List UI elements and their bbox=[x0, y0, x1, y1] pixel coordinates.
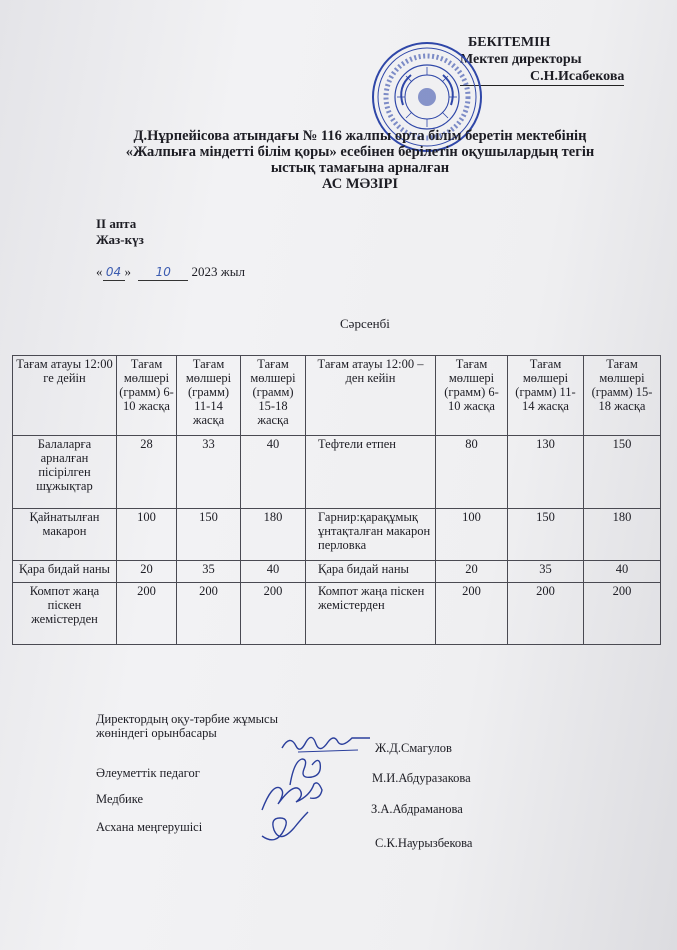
approval-block bbox=[460, 34, 670, 86]
title-line-1: Д.Нұрпейісова атындағы № 116 жалпы орта білім беретін мектебінің bbox=[133, 128, 587, 144]
menu-row bbox=[13, 561, 661, 583]
dish-name-cell: Гарнир:қарақұмық ұнтақталған макарон перловка bbox=[306, 509, 436, 561]
canteen-head-name: С.К.Наурызбекова bbox=[375, 836, 473, 850]
portion-cell: 150 bbox=[584, 436, 661, 509]
portion-cell: 33 bbox=[177, 436, 241, 509]
portion-cell: 35 bbox=[177, 561, 241, 583]
menu-header-cell: Тағам мөлшері (грамм) 11-14 жасқа bbox=[508, 356, 584, 436]
menu-row bbox=[13, 583, 661, 645]
portion-cell: 130 bbox=[508, 436, 584, 509]
portion-cell: 28 bbox=[117, 436, 177, 509]
menu-header-cell: Тағам мөлшері (грамм) 6-10 жасқа bbox=[117, 356, 177, 436]
approval-name: С.Н.Исабекова bbox=[460, 68, 624, 86]
signature-deputy bbox=[278, 730, 374, 758]
canteen-head-title: Асхана меңгерушісі bbox=[96, 820, 203, 834]
dish-name-cell: Компот жаңа піскен жемістерден bbox=[13, 583, 117, 645]
menu-header-cell: Тағам мөлшері (грамм) 15-18 жасқа bbox=[584, 356, 661, 436]
dish-name-cell: Қара бидай наны bbox=[306, 561, 436, 583]
document-title bbox=[60, 128, 660, 192]
social-pedagogue-name: М.И.Абдуразакова bbox=[372, 771, 471, 785]
portion-cell: 35 bbox=[508, 561, 584, 583]
date-month: 10 bbox=[155, 265, 171, 279]
dish-name-cell: Компот жаңа піскен жемістерден bbox=[306, 583, 436, 645]
title-line-4: АС МӘЗІРІ bbox=[321, 176, 399, 192]
menu-table bbox=[12, 355, 661, 645]
menu-header-row bbox=[13, 356, 661, 436]
portion-cell: 20 bbox=[117, 561, 177, 583]
date-line: « 04 » 10 2023 жыл bbox=[96, 264, 245, 279]
portion-cell: 200 bbox=[508, 583, 584, 645]
portion-cell: 200 bbox=[241, 583, 306, 645]
portion-cell: 200 bbox=[436, 583, 508, 645]
menu-header-cell: Тағам атауы 12:00 – ден кейін bbox=[306, 356, 436, 436]
week-info bbox=[96, 216, 144, 248]
menu-row bbox=[13, 509, 661, 561]
portion-cell: 200 bbox=[117, 583, 177, 645]
signature-canteen-head bbox=[258, 808, 318, 844]
menu-row bbox=[13, 436, 661, 509]
season-label: Жаз-күз bbox=[96, 232, 144, 247]
social-pedagogue-title: Әлеуметтік педагог bbox=[96, 766, 200, 780]
portion-cell: 20 bbox=[436, 561, 508, 583]
portion-cell: 40 bbox=[241, 561, 306, 583]
date-day: 04 bbox=[105, 265, 122, 279]
menu-header-cell: Тағам мөлшері (грамм) 11-14 жасқа bbox=[177, 356, 241, 436]
dish-name-cell: Қара бидай наны bbox=[13, 561, 117, 583]
portion-cell: 100 bbox=[436, 509, 508, 561]
portion-cell: 150 bbox=[508, 509, 584, 561]
menu-header-cell: Тағам мөлшері (грамм) 15-18 жасқа bbox=[241, 356, 306, 436]
portion-cell: 100 bbox=[117, 509, 177, 561]
portion-cell: 40 bbox=[241, 436, 306, 509]
portion-cell: 80 bbox=[436, 436, 508, 509]
portion-cell: 180 bbox=[241, 509, 306, 561]
date-year: 2023 жыл bbox=[191, 264, 245, 279]
deputy-name: Ж.Д.Смагулов bbox=[375, 741, 452, 755]
portion-cell: 40 bbox=[584, 561, 661, 583]
title-line-3: ыстық тамағына арналған bbox=[270, 160, 450, 176]
week-label: ІІ апта bbox=[96, 216, 137, 231]
deputy-title: Директордың оқу-тәрбие жұмысы жөніндегі орынбасары bbox=[96, 712, 278, 740]
nurse-title: Медбике bbox=[96, 792, 144, 806]
menu-header-cell: Тағам мөлшері (грамм) 6-10 жасқа bbox=[436, 356, 508, 436]
portion-cell: 150 bbox=[177, 509, 241, 561]
approval-heading: БЕКІТЕМІН bbox=[468, 35, 551, 50]
menu-header-cell: Тағам атауы 12:00 ге дейін bbox=[13, 356, 117, 436]
approval-position: Мектеп директоры bbox=[460, 52, 582, 67]
portion-cell: 200 bbox=[177, 583, 241, 645]
dish-name-cell: Қайнатылған макарон bbox=[13, 509, 117, 561]
dish-name-cell: Балаларға арналған пісірілген шұжықтар bbox=[13, 436, 117, 509]
dish-name-cell: Тефтели етпен bbox=[306, 436, 436, 509]
title-line-2: «Жалпыға міндетті білім қоры» есебінен берілетін оқушылардың тегін bbox=[125, 144, 595, 160]
portion-cell: 180 bbox=[584, 509, 661, 561]
weekday-label: Сәрсенбі bbox=[340, 316, 390, 331]
portion-cell: 200 bbox=[584, 583, 661, 645]
nurse-name: З.А.Абдраманова bbox=[371, 802, 463, 816]
